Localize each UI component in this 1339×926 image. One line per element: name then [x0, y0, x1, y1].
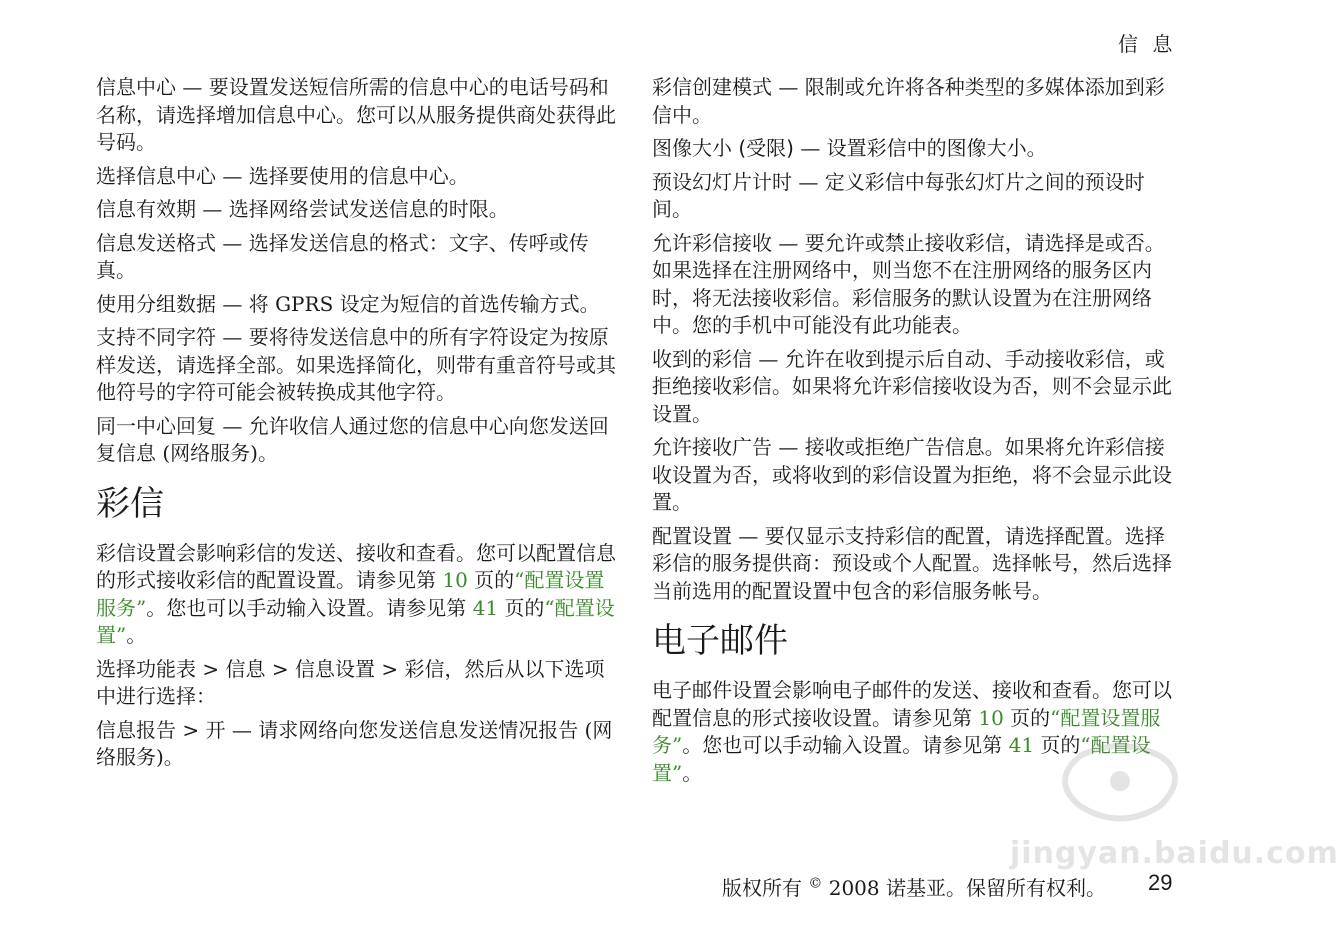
term: 信息发送格式 [96, 230, 216, 255]
term: 使用分组数据 [96, 291, 216, 316]
term: 同一中心回复 [96, 413, 216, 438]
term: 预设幻灯片计时 [652, 169, 792, 194]
paragraph-image-size: 图像大小 (受限) — 设置彩信中的图像大小。 [652, 136, 1047, 160]
paragraph-select-message-center: 选择信息中心 — 选择要使用的信息中心。 [96, 163, 469, 188]
right-column [652, 74, 1176, 793]
section-heading-email: 电子邮件 [652, 621, 788, 661]
term: 彩信创建模式 [652, 75, 772, 99]
left-column [96, 74, 620, 778]
paragraph-mms-creation-mode: 彩信创建模式 — 限制或允许将各种类型的多媒体添加到彩信中。 [652, 75, 1165, 127]
watermark-text: jingyan.baidu.com [1010, 836, 1339, 871]
paragraph-message-validity: 信息有效期 — 选择网络尝试发送信息的时限。 [96, 197, 509, 221]
paragraph-message-center: 信息中心 — 要设置发送短信所需的信息中心的电话号码和名称，请选择增加信息中心。您可以从服务提供商处获得此号码。 [96, 75, 616, 154]
paragraph-reply-via-center: 同一中心回复 — 允许收信人通过您的信息中心向您发送回复信息 (网络服务)。 [96, 413, 609, 465]
page-link-number[interactable]: 41 [1008, 733, 1035, 757]
term: 信息有效期 [96, 197, 196, 221]
cross-reference-link[interactable]: “配置设置” [96, 595, 615, 647]
term: 信息中心 [96, 75, 176, 99]
paragraph-config-settings: 配置设置 — 要仅显示支持彩信的配置，请选择配置。选择彩信的服务提供商：预设或个人配置。选择帐号，然后选择当前选用的配置设置中包含的彩信服务帐号。 [652, 523, 1172, 603]
term: 允许彩信接收 [652, 230, 772, 255]
paragraph-character-support: 支持不同字符 — 要将待发送信息中的所有字符设定为按原样发送，请选择全部。如果选择简化，则带有重音符号或其他符号的字符可能会被转换成其他字符。 [96, 325, 616, 404]
term: 图像大小 (受限) [652, 136, 794, 160]
paragraph-mms-menu-path: 选择功能表 > 信息 > 信息设置 > 彩信，然后从以下选项中进行选择： [96, 656, 605, 708]
term: 信息报告 [96, 717, 176, 742]
paragraph-delivery-report: 信息报告 > 开 — 请求网络向您发送信息发送情况报告 (网络服务)。 [96, 717, 613, 769]
term: 选择信息中心 [96, 163, 216, 188]
paragraph-allow-mms-reception: 允许彩信接收 — 要允许或禁止接收彩信，请选择是或否。如果选择在注册网络中，则当您不在注册网络的服务区内时，将无法接收彩信。彩信服务的默认设置为在注册网络中。您的手机中可能没有此功能表。 [652, 230, 1165, 337]
page-link-number[interactable]: 10 [442, 568, 468, 592]
section-heading-mms: 彩信 [96, 483, 164, 524]
paragraph-allow-adverts: 允许接收广告 — 接收或拒绝广告信息。如果将允许彩信接收设置为否，或将收到的彩信设置为拒绝，将不会显示此设置。 [652, 435, 1172, 514]
paragraph-packet-data: 使用分组数据 — 将 GPRS 设定为短信的首选传输方式。 [96, 291, 600, 316]
paragraph-slide-timing: 预设幻灯片计时 — 定义彩信中每张幻灯片之间的预设时间。 [652, 169, 1145, 221]
footer-copyright: 版权所有 © 2008 诺基亚。保留所有权利。 [722, 875, 1106, 900]
term: 允许接收广告 [652, 435, 772, 459]
term: 收到的彩信 [652, 346, 752, 371]
paragraph-message-format: 信息发送格式 — 选择发送信息的格式：文字、传呼或传真。 [96, 230, 589, 282]
term: 支持不同字符 [96, 325, 216, 349]
cross-reference-link[interactable]: “配置设置服务” [652, 705, 1161, 757]
paragraph-incoming-mms: 收到的彩信 — 允许在收到提示后自动、手动接收彩信，或拒绝接收彩信。如果将允许彩信接收设为否，则不会显示此设置。 [652, 346, 1172, 426]
paragraph-mms-intro: 彩信设置会影响彩信的发送、接收和查看。您可以配置信息的形式接收彩信的配置设置。请参见第 10 页的“配置设置服务”。您也可以手动输入设置。请参见第 41 页的“配置设置”。 [96, 540, 616, 647]
cross-reference-link[interactable]: “配置设置” [652, 733, 1151, 785]
page-number: 29 [1148, 870, 1173, 895]
paragraph-email-intro: 电子邮件设置会影响电子邮件的发送、接收和查看。您可以配置信息的形式接收设置。请参见第 10 页的“配置设置服务”。您也可以手动输入设置。请参见第 41 页的“配置设置”。 [652, 678, 1172, 785]
cross-reference-link[interactable]: “配置设置服务” [96, 568, 605, 620]
term: 配置设置 [652, 523, 732, 548]
page-link-number[interactable]: 10 [978, 705, 1004, 730]
copyright-icon: © [808, 875, 823, 892]
page-section-header: 信 息 [1118, 32, 1177, 56]
page-link-number[interactable]: 41 [472, 595, 499, 620]
